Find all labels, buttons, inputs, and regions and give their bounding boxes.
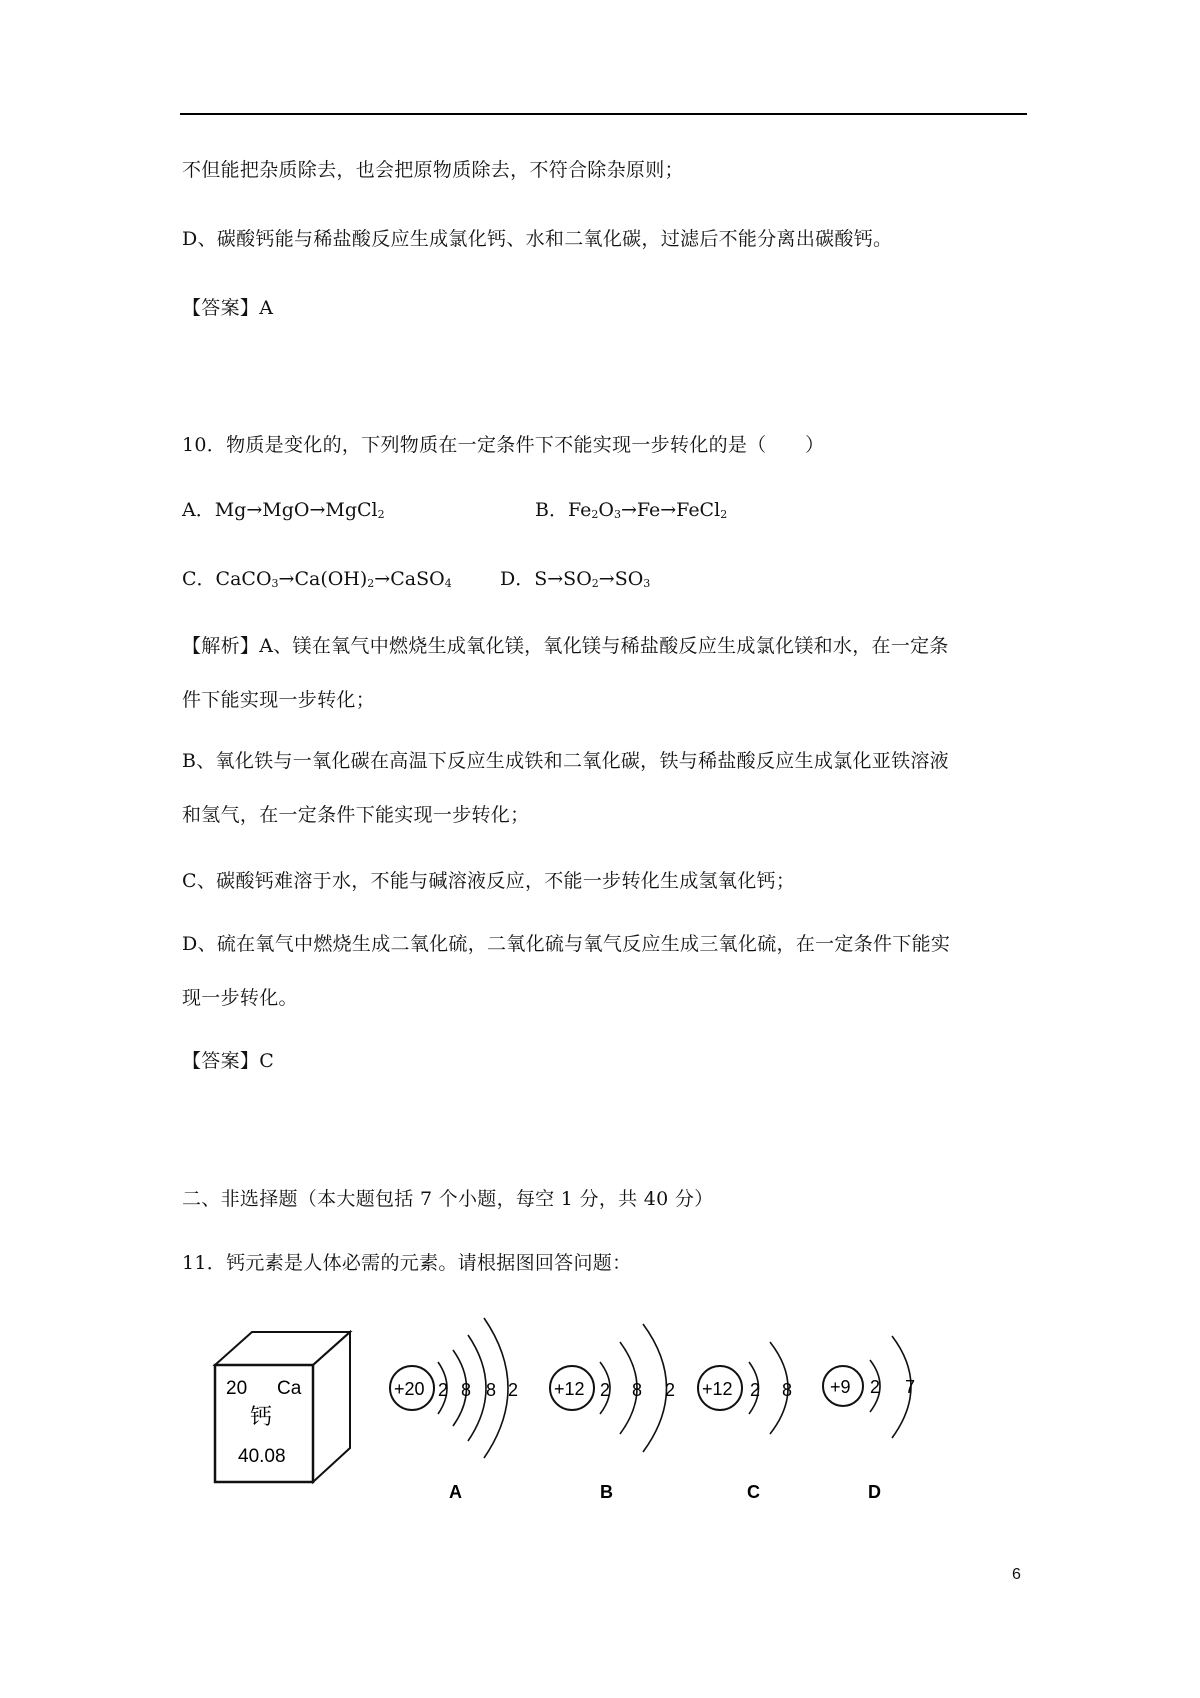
option-b: B．$Fe_2O_3\to Fe\to FeCl_2$ xyxy=(535,499,728,521)
shell-electrons: 8 xyxy=(486,1380,497,1400)
atomic-number: 20 xyxy=(226,1378,248,1399)
section-heading: 二、非选择题（本大题包括 7 个小题，每空 1 分，共 40 分） xyxy=(182,1188,714,1210)
explanation-line: 现一步转化。 xyxy=(182,987,298,1009)
answer-line: 【答案】C xyxy=(182,1050,275,1072)
element-name: 钙 xyxy=(250,1404,273,1429)
shell-electrons: 2 xyxy=(750,1380,761,1400)
option-d: D．$S\to SO_2\to SO_3$ xyxy=(500,568,651,590)
nucleus-charge: +20 xyxy=(394,1379,425,1399)
shell-electrons: 2 xyxy=(665,1380,676,1400)
atom-c xyxy=(698,1342,792,1502)
question-11: 11．钙元素是人体必需的元素。请根据图回答问题： xyxy=(182,1252,632,1274)
text-line: D、碳酸钙能与稀盐酸反应生成氯化钙、水和二氧化碳，过滤后不能分离出碳酸钙。 xyxy=(182,228,893,250)
atom-b xyxy=(550,1324,675,1502)
atom-label: A xyxy=(449,1482,462,1502)
answer-line: 【答案】A xyxy=(182,297,274,319)
element-cell xyxy=(215,1332,350,1482)
nucleus-charge: +12 xyxy=(554,1379,585,1399)
explanation-line: C、碳酸钙难溶于水，不能与碱溶液反应，不能一步转化生成氢氧化钙； xyxy=(182,870,796,892)
nucleus-charge: +9 xyxy=(830,1377,851,1397)
explanation-line: 【解析】A、镁在氧气中燃烧生成氧化镁，氧化镁与稀盐酸反应生成氯化镁和水，在一定条 xyxy=(182,635,949,657)
explanation-line: B、氧化铁与一氧化碳在高温下反应生成铁和二氧化碳，铁与稀盐酸反应生成氯化亚铁溶液 xyxy=(182,750,949,772)
question-10: 10．物质是变化的，下列物质在一定条件下不能实现一步转化的是（ ） xyxy=(182,434,825,456)
shell-electrons: 2 xyxy=(600,1380,611,1400)
atom-a xyxy=(390,1318,518,1502)
shell-electrons: 8 xyxy=(632,1380,643,1400)
atom-d xyxy=(823,1336,915,1502)
atomic-structure-figure xyxy=(200,1300,960,1520)
explanation-line: D、硫在氧气中燃烧生成二氧化硫，二氧化硫与氧气反应生成三氧化硫，在一定条件下能实 xyxy=(182,933,951,955)
shell-electrons: 8 xyxy=(461,1380,472,1400)
page-number: 6 xyxy=(1012,1566,1021,1583)
shell-electrons: 8 xyxy=(782,1380,793,1400)
nucleus-charge: +12 xyxy=(702,1379,733,1399)
atom-label: C xyxy=(747,1482,760,1502)
explanation-line: 件下能实现一步转化； xyxy=(182,689,376,711)
atom-label: B xyxy=(600,1482,613,1502)
atomic-mass: 40.08 xyxy=(238,1446,286,1467)
shell-electrons: 2 xyxy=(438,1380,449,1400)
header-rule xyxy=(180,113,1027,115)
explanation-line: 和氢气，在一定条件下能实现一步转化； xyxy=(182,804,530,826)
option-a: A．Mg→MgO→MgCl$_2$ xyxy=(182,499,385,521)
text-line: 不但能把杂质除去，也会把原物质除去，不符合除杂原则； xyxy=(182,159,684,181)
element-symbol: Ca xyxy=(277,1378,302,1399)
option-c: C．$CaCO_3\to Ca(OH)_2\to CaSO_4$ xyxy=(182,568,452,590)
shell-electrons: 2 xyxy=(508,1380,519,1400)
atom-label: D xyxy=(868,1482,881,1502)
shell-electrons: 7 xyxy=(905,1377,916,1397)
shell-electrons: 2 xyxy=(870,1377,881,1397)
